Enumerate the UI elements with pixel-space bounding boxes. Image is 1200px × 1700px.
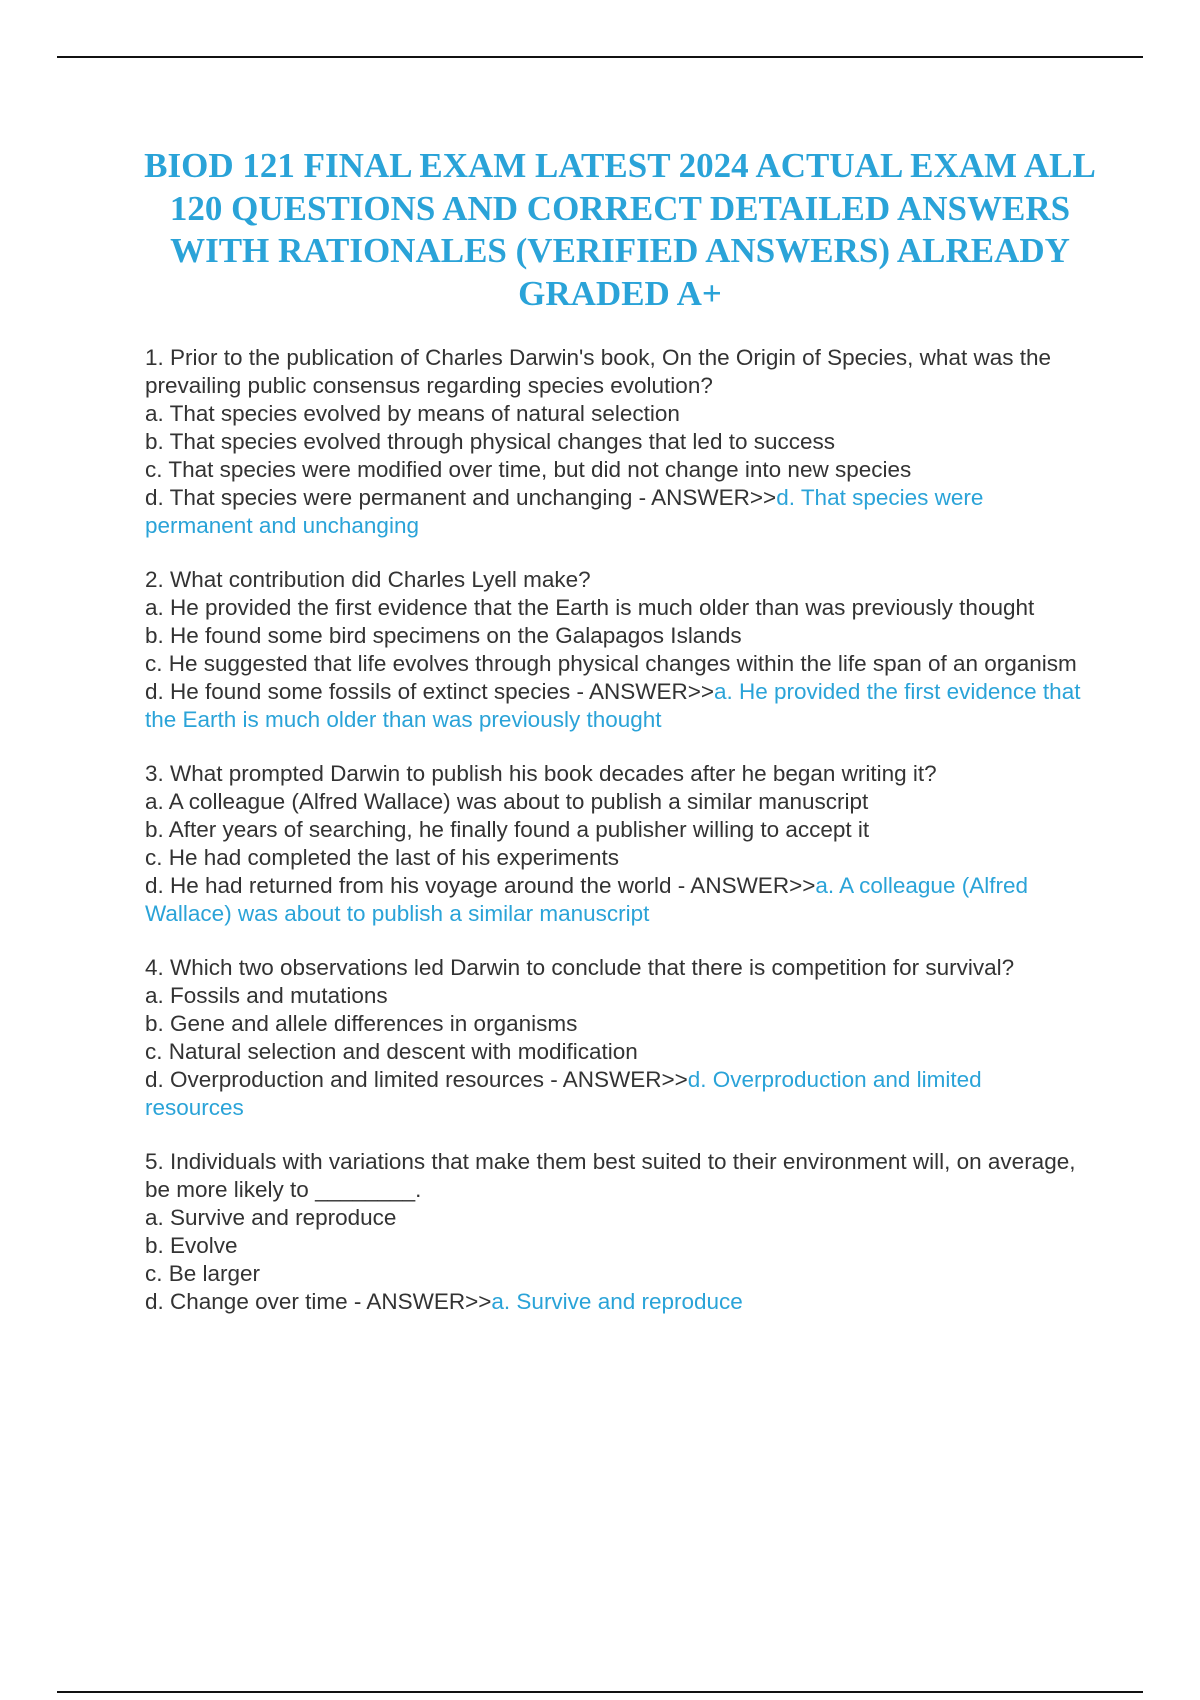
document-title: BIOD 121 FINAL EXAM LATEST 2024 ACTUAL EXAM ALL 120 QUESTIONS AND CORRECT DETAILED ANSWERS WITH RATIONALES (VERIFIED ANSWERS) ALREADY GRADED A+ (144, 146, 1096, 313)
answer-line (145, 678, 1085, 734)
correct-answer: a. Survive and reproduce (491, 1289, 743, 1314)
correct-answer: a. He provided the first evidence that the Earth is much older than was previously thought (145, 679, 1081, 732)
question-1 (145, 344, 1085, 540)
answer-line (145, 484, 1085, 540)
option-a: a. Survive and reproduce (145, 1205, 397, 1230)
option-d: d. He had returned from his voyage around the world - ANSWER>> (145, 873, 816, 898)
option-b: b. Gene and allele differences in organisms (145, 1011, 578, 1036)
question-3 (145, 760, 1085, 928)
option-a: a. He provided the first evidence that the Earth is much older than was previously thought (145, 595, 1035, 620)
option-b: b. He found some bird specimens on the Galapagos Islands (145, 623, 742, 648)
correct-answer: d. That species were permanent and unchanging (145, 485, 984, 538)
option-d: d. That species were permanent and unchanging - ANSWER>> (145, 485, 777, 510)
option-a: a. That species evolved by means of natural selection (145, 401, 680, 426)
correct-answer: a. A colleague (Alfred Wallace) was about to publish a similar manuscript (145, 873, 1028, 926)
option-c: c. Be larger (145, 1261, 261, 1286)
answer-line (145, 1066, 1085, 1122)
option-c: c. Natural selection and descent with modification (145, 1039, 638, 1064)
bottom-rule (57, 1691, 1143, 1693)
answer-line (145, 1288, 1085, 1316)
option-a: a. Fossils and mutations (145, 983, 388, 1008)
answer-line (145, 872, 1085, 928)
question-text: 3. What prompted Darwin to publish his book decades after he began writing it? (145, 761, 937, 786)
correct-answer: d. Overproduction and limited resources (145, 1067, 982, 1120)
option-d: d. Change over time - ANSWER>> (145, 1289, 492, 1314)
option-c: c. That species were modified over time, but did not change into new species (145, 457, 912, 482)
option-d: d. Overproduction and limited resources - ANSWER>> (145, 1067, 688, 1092)
option-c: c. He suggested that life evolves through physical changes within the life span of an organism (145, 651, 1077, 676)
question-text: 2. What contribution did Charles Lyell make? (145, 567, 591, 592)
option-a: a. A colleague (Alfred Wallace) was about to publish a similar manuscript (145, 789, 869, 814)
question-5 (145, 1148, 1085, 1316)
question-list (145, 344, 1085, 1342)
question-4 (145, 954, 1085, 1122)
option-b: b. That species evolved through physical changes that led to success (145, 429, 835, 454)
option-b: b. Evolve (145, 1233, 238, 1258)
option-d: d. He found some fossils of extinct species - ANSWER>> (145, 679, 714, 704)
option-c: c. He had completed the last of his experiments (145, 845, 619, 870)
option-b: b. After years of searching, he finally found a publisher willing to accept it (145, 817, 870, 842)
question-text: 4. Which two observations led Darwin to conclude that there is competition for survival? (145, 955, 1015, 980)
question-2 (145, 566, 1085, 734)
top-rule (57, 56, 1143, 58)
question-text: 1. Prior to the publication of Charles Darwin's book, On the Origin of Species, what was the prevailing public consensus regarding species evolution? (145, 345, 1051, 398)
question-text: 5. Individuals with variations that make them best suited to their environment will, on average, be more likely to ________. (145, 1149, 1076, 1202)
